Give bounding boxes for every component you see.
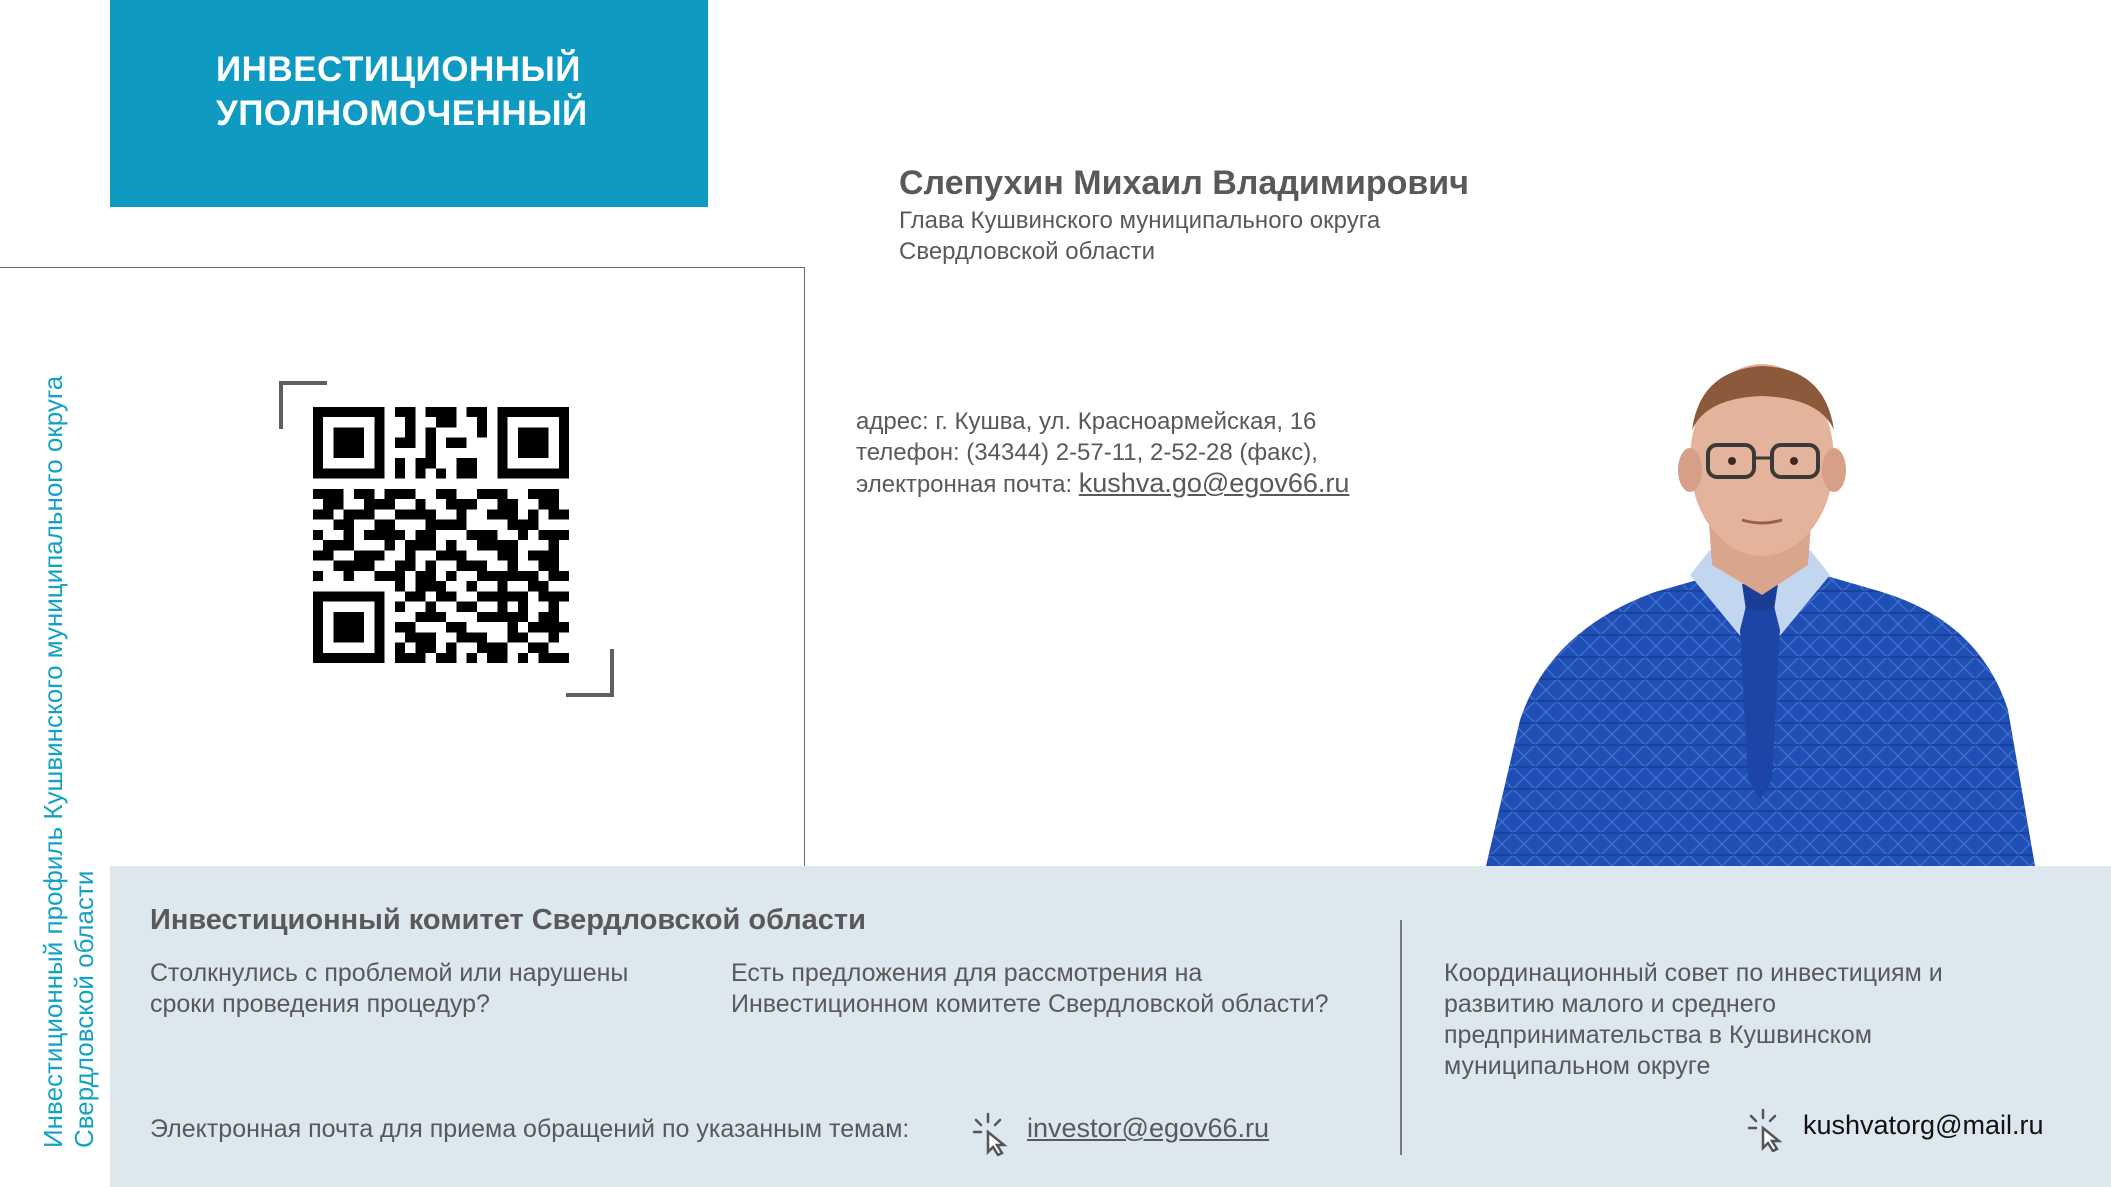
person-position: Глава Кушвинского муниципального округа Свердловской области	[899, 207, 1381, 265]
cursor-click-icon	[1745, 1106, 1791, 1152]
panel-divider	[1400, 920, 1402, 1155]
committee-question-2: Есть предложения для рассмотрения на Инвестиционном комитете Свердловской области?	[731, 959, 1329, 1018]
qr-code-icon[interactable]	[313, 407, 569, 663]
committee-email-link[interactable]: investor@egov66.ru	[1027, 1113, 1270, 1143]
committee-email-label: Электронная почта для приема обращений по указанным темам:	[150, 1115, 910, 1143]
qr-corner-bottom-right	[566, 649, 614, 697]
contact-phone: телефон: (34344) 2-57-11, 2-52-28 (факс),	[856, 439, 1318, 466]
person-name: Слепухин Михаил Владимирович	[899, 164, 1469, 202]
contact-block	[856, 406, 1349, 500]
contact-address: адрес: г. Кушва, ул. Красноармейская, 16	[856, 408, 1317, 435]
side-label: Инвестиционный профиль Кушвинского муниципального округа Свердловской области	[38, 375, 99, 1148]
committee-question-1: Столкнулись с проблемой или нарушены сроки проведения процедур?	[150, 959, 629, 1018]
contact-email-link[interactable]: kushva.go@egov66.ru	[1078, 468, 1350, 498]
council-text: Координационный совет по инвестициям и развитию малого и среднего предпринимательства в Кушвинском муниципальном округе	[1444, 959, 1943, 1080]
page-title: ИНВЕСТИЦИОННЫЙ УПОЛНОМОЧЕННЫЙ	[216, 50, 588, 133]
contact-email-label: электронная почта:	[856, 471, 1079, 498]
contact-email-row	[856, 468, 1349, 500]
committee-title: Инвестиционный комитет Свердловской области	[150, 904, 866, 936]
cursor-click-icon	[970, 1110, 1016, 1156]
council-email[interactable]: kushvatorg@mail.ru	[1803, 1110, 2044, 1140]
person-photo	[1480, 360, 2040, 866]
